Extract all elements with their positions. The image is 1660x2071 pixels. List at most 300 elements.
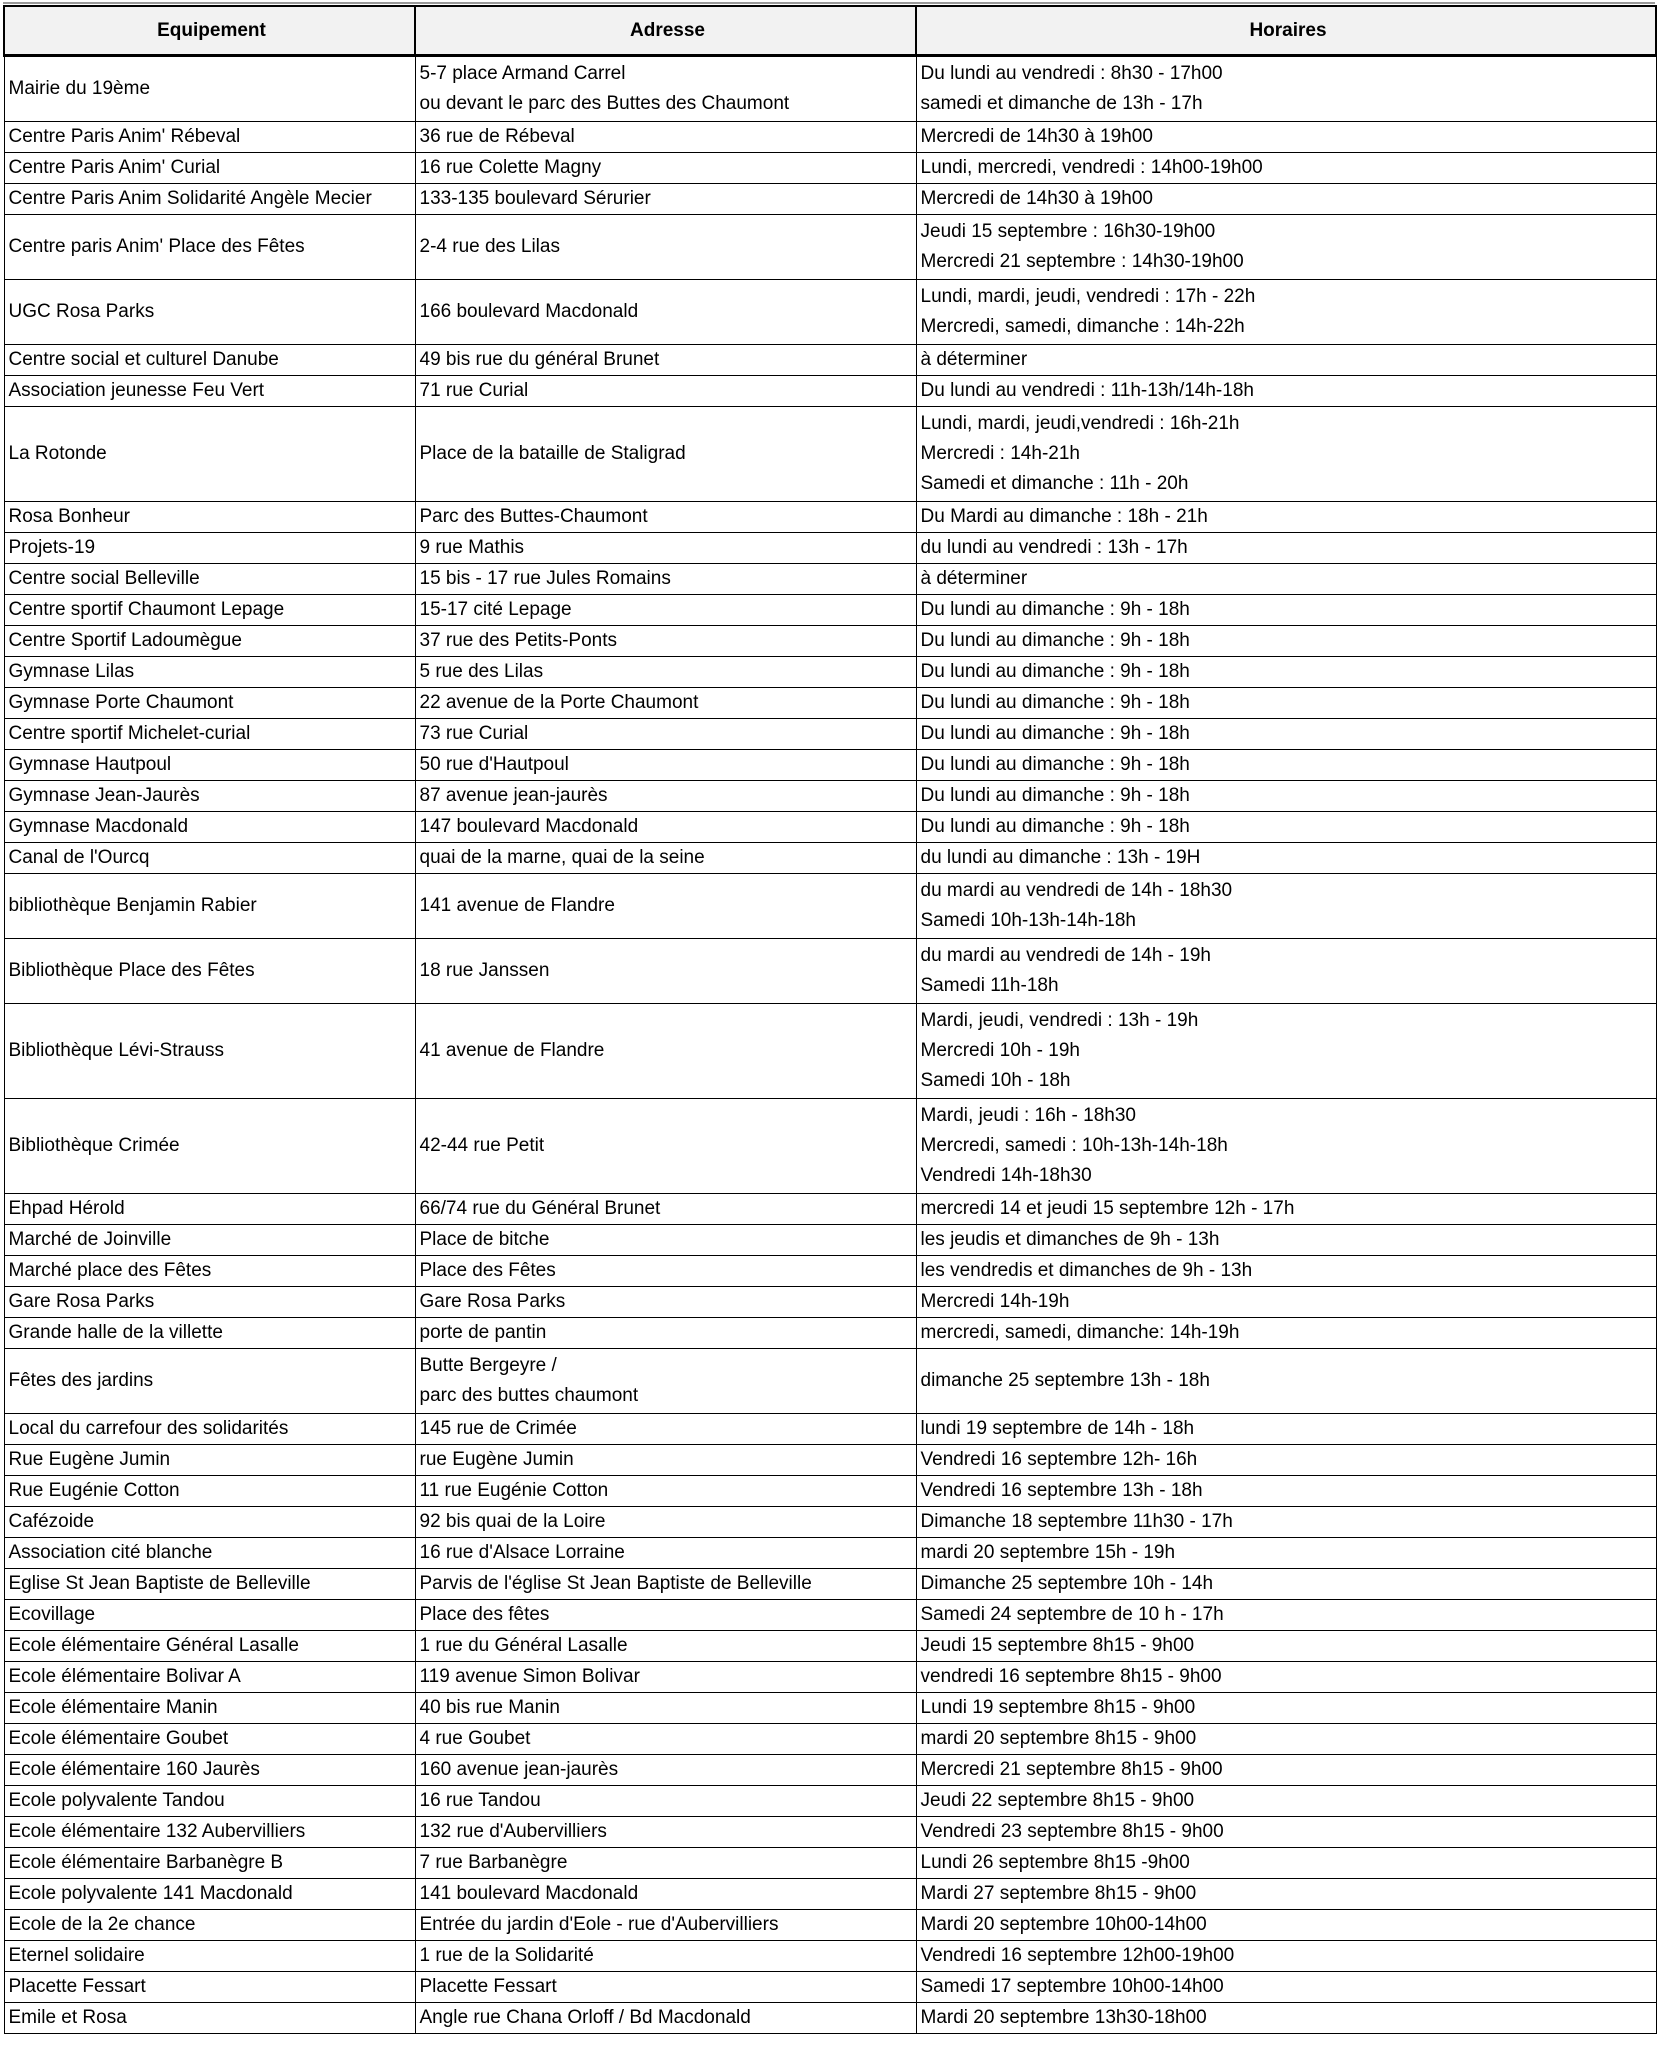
table-row: [4, 1941, 1656, 1972]
table-row: [4, 1225, 1656, 1256]
header-equipement: Equipement: [4, 6, 415, 56]
horaires-cell: [916, 122, 1656, 153]
table-row: [4, 345, 1656, 376]
table-row: [4, 595, 1656, 626]
equipement-cell: Emile et Rosa: [4, 2003, 415, 2034]
adresse-cell-line: 66/74 rue du Général Brunet: [419, 1198, 661, 1219]
adresse-cell: [415, 843, 916, 874]
adresse-cell-line: 2-4 rue des Lilas: [419, 236, 560, 257]
horaires-cell: [916, 874, 1656, 939]
equipement-cell: Placette Fessart: [4, 1972, 415, 2003]
adresse-cell: [415, 564, 916, 595]
horaires-cell: [916, 56, 1656, 122]
adresse-cell: [415, 122, 916, 153]
horaires-cell-line: Mercredi 14h-19h: [920, 1291, 1070, 1312]
adresse-cell-line: Place des fêtes: [419, 1604, 550, 1625]
equipement-cell: La Rotonde: [4, 407, 415, 502]
equipement-cell: Projets-19: [4, 533, 415, 564]
adresse-cell: [415, 719, 916, 750]
adresse-cell: [415, 1600, 916, 1631]
horaires-cell-line: Vendredi 14h-18h30: [920, 1165, 1092, 1186]
horaires-cell-line: mercredi 14 et jeudi 15 septembre 12h - 17h: [920, 1198, 1295, 1219]
equipement-cell: Ecole élémentaire Goubet: [4, 1724, 415, 1755]
horaires-cell-line: Mardi, jeudi : 16h - 18h30: [920, 1105, 1136, 1126]
table-row: [4, 719, 1656, 750]
table-row: [4, 1445, 1656, 1476]
schedule-sheet: [3, 5, 1655, 2034]
table-row: [4, 1476, 1656, 1507]
table-row: [4, 1848, 1656, 1879]
horaires-cell-line: Dimanche 18 septembre 11h30 - 17h: [920, 1511, 1233, 1532]
horaires-cell-line: Lundi 19 septembre 8h15 - 9h00: [920, 1697, 1196, 1718]
horaires-cell: [916, 1569, 1656, 1600]
horaires-cell-line: les jeudis et dimanches de 9h - 13h: [920, 1229, 1220, 1250]
horaires-cell: [916, 407, 1656, 502]
horaires-cell-line: Mercredi, samedi, dimanche : 14h-22h: [920, 316, 1245, 337]
horaires-cell: [916, 1256, 1656, 1287]
adresse-cell-line: 40 bis rue Manin: [419, 1697, 560, 1718]
horaires-cell-line: Mercredi, samedi : 10h-13h-14h-18h: [920, 1135, 1228, 1156]
equipement-cell: Bibliothèque Place des Fêtes: [4, 939, 415, 1004]
adresse-cell-line: 16 rue Colette Magny: [419, 157, 602, 178]
horaires-cell-line: Samedi 11h-18h: [920, 975, 1059, 996]
equipement-cell: Ecole polyvalente 141 Macdonald: [4, 1879, 415, 1910]
adresse-cell: [415, 376, 916, 407]
horaires-cell: [916, 1910, 1656, 1941]
equipement-cell: Ecovillage: [4, 1600, 415, 1631]
horaires-cell: [916, 1693, 1656, 1724]
horaires-cell-line: Samedi 24 septembre de 10 h - 17h: [920, 1604, 1224, 1625]
table-row: [4, 1318, 1656, 1349]
horaires-cell-line: à déterminer: [920, 349, 1028, 370]
horaires-cell-line: Mercredi 21 septembre : 14h30-19h00: [920, 251, 1244, 272]
horaires-cell: [916, 781, 1656, 812]
horaires-cell: [916, 533, 1656, 564]
table-row: [4, 781, 1656, 812]
adresse-cell: [415, 502, 916, 533]
equipement-cell: Ehpad Hérold: [4, 1194, 415, 1225]
horaires-cell-line: Samedi 17 septembre 10h00-14h00: [920, 1976, 1224, 1997]
equipement-cell: Centre Paris Anim' Curial: [4, 153, 415, 184]
adresse-cell-line: 141 avenue de Flandre: [419, 895, 615, 916]
horaires-cell-line: du lundi au dimanche : 13h - 19H: [920, 847, 1201, 868]
adresse-cell-line: Parvis de l'église St Jean Baptiste de Belleville: [419, 1573, 812, 1594]
adresse-cell-line: Entrée du jardin d'Eole - rue d'Aubervilliers: [419, 1914, 779, 1935]
equipement-cell: Ecole élémentaire 160 Jaurès: [4, 1755, 415, 1786]
adresse-cell-line: 132 rue d'Aubervilliers: [419, 1821, 607, 1842]
adresse-cell-line: 41 avenue de Flandre: [419, 1040, 605, 1061]
horaires-cell: [916, 1786, 1656, 1817]
adresse-cell-line: 1 rue du Général Lasalle: [419, 1635, 628, 1656]
horaires-cell-line: Du lundi au dimanche : 9h - 18h: [920, 692, 1190, 713]
header-horaires: Horaires: [916, 6, 1656, 56]
adresse-cell: [415, 939, 916, 1004]
horaires-cell: [916, 376, 1656, 407]
horaires-cell: [916, 939, 1656, 1004]
header-row: [4, 6, 1656, 56]
horaires-cell-line: mardi 20 septembre 15h - 19h: [920, 1542, 1176, 1563]
table-row: [4, 564, 1656, 595]
adresse-cell-line: 15-17 cité Lepage: [419, 599, 572, 620]
horaires-cell: [916, 1318, 1656, 1349]
horaires-cell: [916, 345, 1656, 376]
adresse-cell-line: 50 rue d'Hautpoul: [419, 754, 569, 775]
equipement-cell: Local du carrefour des solidarités: [4, 1414, 415, 1445]
horaires-cell: [916, 1445, 1656, 1476]
table-row: [4, 153, 1656, 184]
table-row: [4, 1879, 1656, 1910]
horaires-cell-line: Dimanche 25 septembre 10h - 14h: [920, 1573, 1214, 1594]
adresse-cell-line: 5 rue des Lilas: [419, 661, 544, 682]
horaires-cell: [916, 688, 1656, 719]
equipement-cell: Centre paris Anim' Place des Fêtes: [4, 215, 415, 280]
equipement-cell: Centre Sportif Ladoumègue: [4, 626, 415, 657]
table-row: [4, 1631, 1656, 1662]
equipement-cell: bibliothèque Benjamin Rabier: [4, 874, 415, 939]
horaires-cell: [916, 1194, 1656, 1225]
equipement-cell: Marché place des Fêtes: [4, 1256, 415, 1287]
adresse-cell: [415, 750, 916, 781]
horaires-cell-line: Du lundi au vendredi : 8h30 - 17h00: [920, 63, 1223, 84]
adresse-cell-line: quai de la marne, quai de la seine: [419, 847, 705, 868]
horaires-cell: [916, 1817, 1656, 1848]
adresse-cell: [415, 812, 916, 843]
equipement-cell: Eternel solidaire: [4, 1941, 415, 1972]
table-row: [4, 122, 1656, 153]
table-row: [4, 1662, 1656, 1693]
equipement-cell: Ecole élémentaire Bolivar A: [4, 1662, 415, 1693]
table-body: [4, 56, 1656, 2034]
equipement-cell: Centre sportif Chaumont Lepage: [4, 595, 415, 626]
adresse-cell: [415, 1662, 916, 1693]
horaires-cell-line: Du lundi au dimanche : 9h - 18h: [920, 599, 1190, 620]
horaires-cell-line: Mercredi de 14h30 à 19h00: [920, 188, 1153, 209]
adresse-cell: [415, 215, 916, 280]
horaires-cell: [916, 657, 1656, 688]
horaires-cell-line: Samedi 10h-13h-14h-18h: [920, 910, 1136, 931]
equipement-cell: Centre social et culturel Danube: [4, 345, 415, 376]
horaires-cell: [916, 1004, 1656, 1099]
table-row: [4, 184, 1656, 215]
horaires-cell-line: Vendredi 16 septembre 12h00-19h00: [920, 1945, 1235, 1966]
table-row: [4, 280, 1656, 345]
horaires-cell-line: Du Mardi au dimanche : 18h - 21h: [920, 506, 1208, 527]
adresse-cell: [415, 56, 916, 122]
adresse-cell: [415, 1538, 916, 1569]
equipement-cell: Centre social Belleville: [4, 564, 415, 595]
adresse-cell-line: 1 rue de la Solidarité: [419, 1945, 594, 1966]
adresse-cell-line: Gare Rosa Parks: [419, 1291, 566, 1312]
equipement-cell: Cafézoide: [4, 1507, 415, 1538]
horaires-cell: [916, 812, 1656, 843]
adresse-cell-line: rue Eugène Jumin: [419, 1449, 574, 1470]
adresse-cell: [415, 1941, 916, 1972]
adresse-cell-line: 9 rue Mathis: [419, 537, 525, 558]
horaires-cell-line: du mardi au vendredi de 14h - 19h: [920, 945, 1211, 966]
table-row: [4, 1693, 1656, 1724]
horaires-cell-line: Du lundi au dimanche : 9h - 18h: [920, 785, 1190, 806]
adresse-cell-line: 49 bis rue du général Brunet: [419, 349, 660, 370]
adresse-cell-line: 36 rue de Rébeval: [419, 126, 575, 147]
horaires-cell: [916, 502, 1656, 533]
adresse-cell-line: 145 rue de Crimée: [419, 1418, 577, 1439]
adresse-cell: [415, 1004, 916, 1099]
adresse-cell: [415, 1879, 916, 1910]
horaires-cell: [916, 626, 1656, 657]
equipement-cell: Centre sportif Michelet-curial: [4, 719, 415, 750]
horaires-cell-line: Du lundi au dimanche : 9h - 18h: [920, 661, 1190, 682]
horaires-cell-line: Samedi 10h - 18h: [920, 1070, 1071, 1091]
schedule-table: [3, 5, 1657, 2034]
horaires-cell-line: Mercredi 21 septembre 8h15 - 9h00: [920, 1759, 1223, 1780]
horaires-cell-line: lundi 19 septembre de 14h - 18h: [920, 1418, 1195, 1439]
table-row: [4, 2003, 1656, 2034]
adresse-cell: [415, 1972, 916, 2003]
table-row: [4, 688, 1656, 719]
table-row: [4, 215, 1656, 280]
equipement-cell: Grande halle de la villette: [4, 1318, 415, 1349]
table-row: [4, 657, 1656, 688]
adresse-cell: [415, 280, 916, 345]
horaires-cell: [916, 843, 1656, 874]
equipement-cell: Ecole polyvalente Tandou: [4, 1786, 415, 1817]
table-row: [4, 533, 1656, 564]
table-row: [4, 1724, 1656, 1755]
adresse-cell-line: 37 rue des Petits-Ponts: [419, 630, 617, 651]
horaires-cell-line: Vendredi 16 septembre 13h - 18h: [920, 1480, 1203, 1501]
horaires-cell: [916, 1225, 1656, 1256]
horaires-cell-line: Du lundi au vendredi : 11h-13h/14h-18h: [920, 380, 1254, 401]
horaires-cell-line: dimanche 25 septembre 13h - 18h: [920, 1370, 1210, 1391]
table-row: [4, 750, 1656, 781]
table-row: [4, 1256, 1656, 1287]
adresse-cell: [415, 1099, 916, 1194]
horaires-cell: [916, 1414, 1656, 1445]
adresse-cell-line: Butte Bergeyre /: [419, 1355, 557, 1376]
equipement-cell: Canal de l'Ourcq: [4, 843, 415, 874]
adresse-cell: [415, 345, 916, 376]
horaires-cell: [916, 1662, 1656, 1693]
table-row: [4, 626, 1656, 657]
horaires-cell-line: Mercredi : 14h-21h: [920, 443, 1080, 464]
table-row: [4, 1817, 1656, 1848]
table-row: [4, 1349, 1656, 1414]
equipement-cell: Gymnase Jean-Jaurès: [4, 781, 415, 812]
adresse-cell-line: parc des buttes chaumont: [419, 1385, 639, 1406]
adresse-cell: [415, 1631, 916, 1662]
table-row: [4, 939, 1656, 1004]
horaires-cell-line: mercredi, samedi, dimanche: 14h-19h: [920, 1322, 1240, 1343]
adresse-cell-line: 87 avenue jean-jaurès: [419, 785, 608, 806]
horaires-cell-line: mardi 20 septembre 8h15 - 9h00: [920, 1728, 1197, 1749]
adresse-cell: [415, 1693, 916, 1724]
adresse-cell-line: ou devant le parc des Buttes des Chaumont: [419, 93, 790, 114]
adresse-cell-line: 160 avenue jean-jaurès: [419, 1759, 619, 1780]
equipement-cell: Gymnase Hautpoul: [4, 750, 415, 781]
adresse-cell: [415, 1194, 916, 1225]
adresse-cell-line: Place des Fêtes: [419, 1260, 556, 1281]
horaires-cell: [916, 750, 1656, 781]
table-row: [4, 1910, 1656, 1941]
adresse-cell-line: 18 rue Janssen: [419, 960, 550, 981]
equipement-cell: Gymnase Macdonald: [4, 812, 415, 843]
adresse-cell-line: 71 rue Curial: [419, 380, 529, 401]
horaires-cell-line: vendredi 16 septembre 8h15 - 9h00: [920, 1666, 1222, 1687]
horaires-cell-line: Jeudi 15 septembre : 16h30-19h00: [920, 221, 1216, 242]
horaires-cell: [916, 1724, 1656, 1755]
adresse-cell: [415, 1817, 916, 1848]
table-row: [4, 1569, 1656, 1600]
adresse-cell: [415, 2003, 916, 2034]
table-row: [4, 502, 1656, 533]
horaires-cell-line: Du lundi au dimanche : 9h - 18h: [920, 754, 1190, 775]
equipement-cell: Rue Eugène Jumin: [4, 1445, 415, 1476]
equipement-cell: Mairie du 19ème: [4, 56, 415, 122]
table-row: [4, 874, 1656, 939]
adresse-cell-line: 4 rue Goubet: [419, 1728, 531, 1749]
adresse-cell: [415, 407, 916, 502]
adresse-cell-line: 5-7 place Armand Carrel: [419, 63, 626, 84]
adresse-cell: [415, 533, 916, 564]
horaires-cell: [916, 1476, 1656, 1507]
adresse-cell: [415, 153, 916, 184]
table-row: [4, 843, 1656, 874]
table-row: [4, 1194, 1656, 1225]
equipement-cell: UGC Rosa Parks: [4, 280, 415, 345]
adresse-cell-line: Placette Fessart: [419, 1976, 557, 1997]
adresse-cell: [415, 1848, 916, 1879]
adresse-cell-line: 141 boulevard Macdonald: [419, 1883, 639, 1904]
table-row: [4, 1972, 1656, 2003]
adresse-cell-line: porte de pantin: [419, 1322, 547, 1343]
adresse-cell: [415, 595, 916, 626]
equipement-cell: Centre Paris Anim' Rébeval: [4, 122, 415, 153]
equipement-cell: Association jeunesse Feu Vert: [4, 376, 415, 407]
horaires-cell-line: Lundi 26 septembre 8h15 -9h00: [920, 1852, 1190, 1873]
adresse-cell: [415, 1507, 916, 1538]
adresse-cell-line: 147 boulevard Macdonald: [419, 816, 639, 837]
horaires-cell-line: Lundi, mercredi, vendredi : 14h00-19h00: [920, 157, 1263, 178]
horaires-cell-line: Jeudi 22 septembre 8h15 - 9h00: [920, 1790, 1195, 1811]
table-row: [4, 376, 1656, 407]
adresse-cell: [415, 781, 916, 812]
adresse-cell: [415, 688, 916, 719]
equipement-cell: Centre Paris Anim Solidarité Angèle Mecier: [4, 184, 415, 215]
horaires-cell: [916, 564, 1656, 595]
equipement-cell: Ecole élémentaire Barbanègre B: [4, 1848, 415, 1879]
horaires-cell: [916, 1631, 1656, 1662]
equipement-cell: Ecole élémentaire Manin: [4, 1693, 415, 1724]
adresse-cell-line: 42-44 rue Petit: [419, 1135, 545, 1156]
horaires-cell: [916, 595, 1656, 626]
adresse-cell-line: 119 avenue Simon Bolivar: [419, 1666, 640, 1687]
horaires-cell-line: à déterminer: [920, 568, 1028, 589]
table-row: [4, 56, 1656, 122]
adresse-cell-line: Angle rue Chana Orloff / Bd Macdonald: [419, 2007, 751, 2028]
table-row: [4, 407, 1656, 502]
horaires-cell-line: Du lundi au dimanche : 9h - 18h: [920, 630, 1190, 651]
adresse-cell-line: Place de bitche: [419, 1229, 550, 1250]
adresse-cell: [415, 1414, 916, 1445]
horaires-cell-line: Mardi, jeudi, vendredi : 13h - 19h: [920, 1010, 1199, 1031]
adresse-cell-line: 73 rue Curial: [419, 723, 529, 744]
equipement-cell: Ecole de la 2e chance: [4, 1910, 415, 1941]
table-row: [4, 1755, 1656, 1786]
adresse-cell: [415, 1445, 916, 1476]
table-row: [4, 1786, 1656, 1817]
header-adresse: Adresse: [415, 6, 916, 56]
adresse-cell: [415, 1724, 916, 1755]
horaires-cell-line: Lundi, mardi, jeudi, vendredi : 17h - 22h: [920, 286, 1256, 307]
adresse-cell-line: 16 rue Tandou: [419, 1790, 541, 1811]
adresse-cell: [415, 184, 916, 215]
table-row: [4, 1004, 1656, 1099]
horaires-cell: [916, 1349, 1656, 1414]
horaires-cell-line: Mercredi de 14h30 à 19h00: [920, 126, 1153, 147]
adresse-cell: [415, 1569, 916, 1600]
adresse-cell-line: 15 bis - 17 rue Jules Romains: [419, 568, 671, 589]
table-row: [4, 1099, 1656, 1194]
equipement-cell: Ecole élémentaire 132 Aubervilliers: [4, 1817, 415, 1848]
horaires-cell-line: les vendredis et dimanches de 9h - 13h: [920, 1260, 1253, 1281]
top-frame-line: [3, 2, 1655, 4]
horaires-cell: [916, 1099, 1656, 1194]
adresse-cell: [415, 1256, 916, 1287]
table-row: [4, 812, 1656, 843]
adresse-cell: [415, 1349, 916, 1414]
horaires-cell-line: Mardi 27 septembre 8h15 - 9h00: [920, 1883, 1197, 1904]
horaires-cell: [916, 719, 1656, 750]
table-row: [4, 1287, 1656, 1318]
horaires-cell-line: Jeudi 15 septembre 8h15 - 9h00: [920, 1635, 1195, 1656]
adresse-cell-line: 22 avenue de la Porte Chaumont: [419, 692, 699, 713]
horaires-cell: [916, 1848, 1656, 1879]
horaires-cell: [916, 1507, 1656, 1538]
horaires-cell-line: du mardi au vendredi de 14h - 18h30: [920, 880, 1233, 901]
adresse-cell: [415, 1287, 916, 1318]
adresse-cell: [415, 1476, 916, 1507]
adresse-cell-line: Parc des Buttes-Chaumont: [419, 506, 648, 527]
adresse-cell-line: 133-135 boulevard Sérurier: [419, 188, 651, 209]
adresse-cell: [415, 1910, 916, 1941]
equipement-cell: Association cité blanche: [4, 1538, 415, 1569]
horaires-cell: [916, 215, 1656, 280]
horaires-cell-line: Lundi, mardi, jeudi,vendredi : 16h-21h: [920, 413, 1240, 434]
adresse-cell-line: 7 rue Barbanègre: [419, 1852, 568, 1873]
horaires-cell: [916, 1600, 1656, 1631]
adresse-cell: [415, 626, 916, 657]
horaires-cell: [916, 1755, 1656, 1786]
equipement-cell: Rosa Bonheur: [4, 502, 415, 533]
equipement-cell: Rue Eugénie Cotton: [4, 1476, 415, 1507]
adresse-cell: [415, 657, 916, 688]
horaires-cell: [916, 280, 1656, 345]
table-row: [4, 1538, 1656, 1569]
horaires-cell-line: Vendredi 16 septembre 12h- 16h: [920, 1449, 1198, 1470]
adresse-cell: [415, 1225, 916, 1256]
equipement-cell: Bibliothèque Lévi-Strauss: [4, 1004, 415, 1099]
horaires-cell-line: Mardi 20 septembre 13h30-18h00: [920, 2007, 1207, 2028]
adresse-cell-line: 92 bis quai de la Loire: [419, 1511, 606, 1532]
table-row: [4, 1414, 1656, 1445]
horaires-cell: [916, 1972, 1656, 2003]
adresse-cell-line: 11 rue Eugénie Cotton: [419, 1480, 609, 1501]
horaires-cell: [916, 1287, 1656, 1318]
horaires-cell: [916, 1941, 1656, 1972]
equipement-cell: Eglise St Jean Baptiste de Belleville: [4, 1569, 415, 1600]
horaires-cell-line: Du lundi au dimanche : 9h - 18h: [920, 723, 1190, 744]
adresse-cell-line: Place de la bataille de Staligrad: [419, 443, 686, 464]
